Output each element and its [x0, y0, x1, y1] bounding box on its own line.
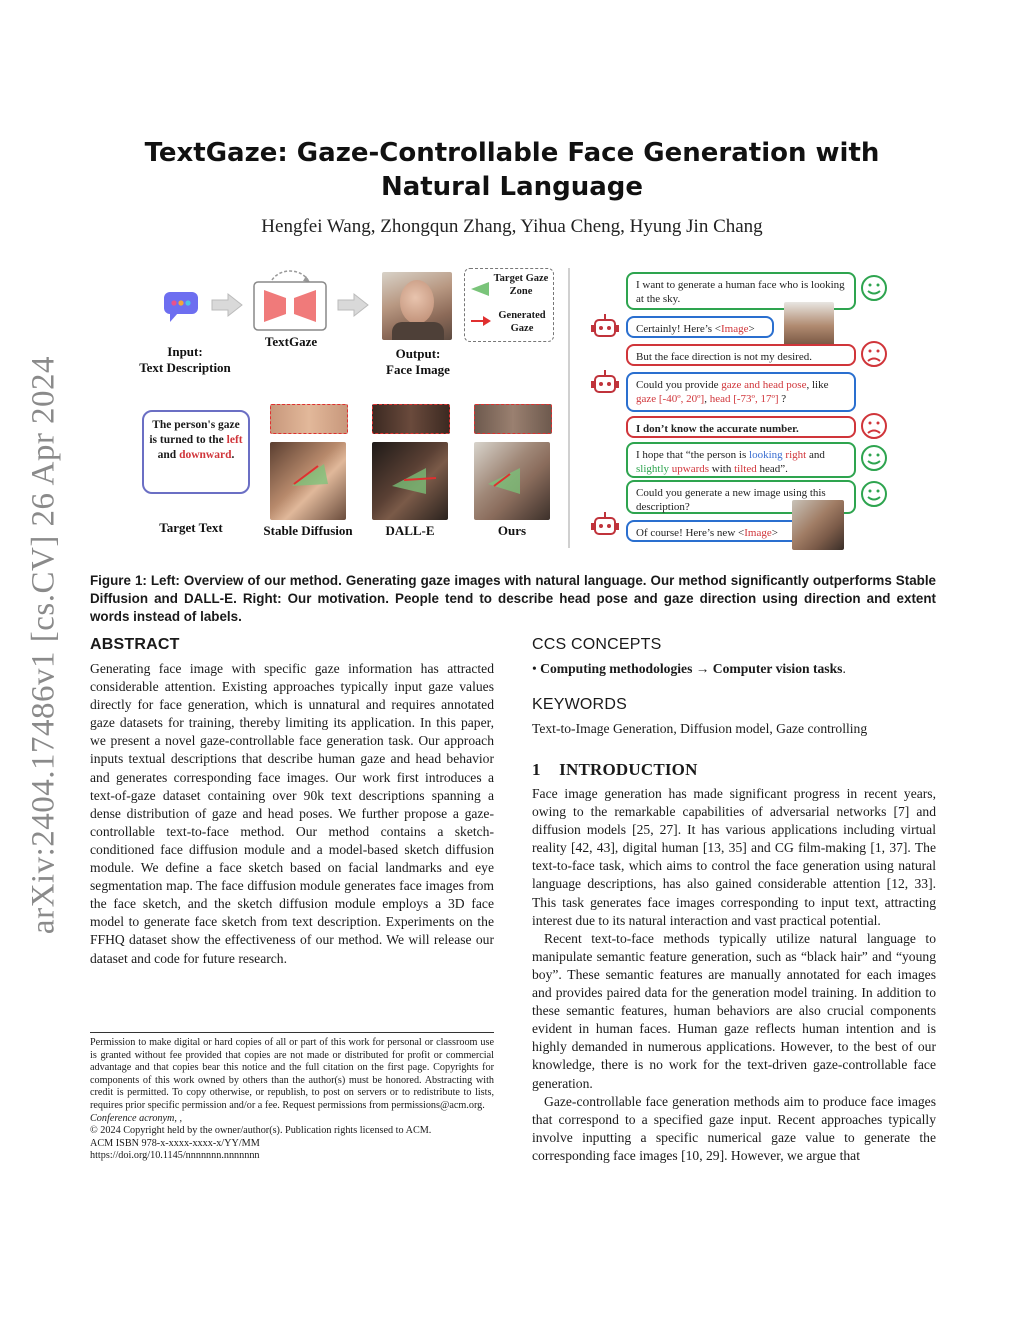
chat-m2-a: Certainly! Here’s <: [636, 323, 722, 335]
chat-m4-f: ?: [778, 393, 787, 405]
ccs-bullet: •: [532, 661, 537, 676]
col-sd-label: Stable Diffusion: [263, 523, 353, 538]
target-text-down: downward: [179, 449, 232, 461]
target-text-end: .: [231, 449, 235, 461]
ccs-item-a: Computing methodologies: [540, 661, 693, 676]
input-label: [130, 344, 240, 376]
intro-p3: Gaze-controllable face generation methods aim to produce face images that correspond to a specified gaze input. Recent approaches typically involve inputting a specific numerical gaze value to generate the corresponding face images [10, 29]. However, we argue that: [532, 1093, 936, 1163]
abstract-body: [90, 660, 494, 968]
chat-m8-a: Of course! Here’s new <: [636, 527, 745, 539]
chat-face-image-1: [784, 302, 834, 350]
legend-box: [464, 268, 554, 342]
chat-bot-msg-2: [626, 316, 774, 338]
arrow-right-icon: [210, 292, 244, 318]
abstract-text: Generating face image with specific gaze information has attracted considerable attention. Existing approaches typically input gaze values directly for face generation, which is unnatural and requires annotated gaze datasets for training, thereby limiting its application. In this paper, we present a novel gaze-controllable face generation task. Our approach inputs textual descriptions that describe human gaze and head behavior and generates corresponding face images. Our work first introduces a text-of-gaze dataset containing over 90k text descriptions spanning a dense distribution of gaze and head poses. We further propose a gaze-controllable text-to-face method. Our method contains a sketch-conditioned face diffusion module and a model-based sketch diffusion module. We define a face sketch based on facial landmarks and eye segmentation map. The face diffusion module generates face images from the face sketch, and the sketch diffusion module employs a 3D face model to generate face sketch from text description. Experiments on the FFHQ dataset show the effectiveness of our method. We will release our dataset and code for future research.: [90, 661, 494, 966]
chat-m6-upwards: upwards: [671, 463, 710, 475]
footnote-doi[interactable]: https://doi.org/10.1145/nnnnnnn.nnnnnnn: [90, 1150, 260, 1162]
smile-icon: [860, 480, 888, 508]
input-label-line2: Text Description: [139, 360, 231, 375]
chat-m8-img: Image: [744, 527, 772, 539]
generated-gaze-icon: [469, 315, 493, 327]
chat-user-msg-5: I don’t know the accurate number.: [626, 416, 856, 438]
robot-icon: [590, 508, 620, 542]
dalle-eye-crop: [372, 404, 450, 434]
intro-title: INTRODUCTION: [559, 760, 698, 779]
intro-body: [532, 785, 936, 1165]
chat-m6-looking: looking: [749, 449, 783, 461]
figure-divider: [568, 268, 570, 548]
chat-m4-b: , like: [806, 379, 829, 391]
target-zone-icon: [469, 281, 491, 297]
smile-icon: [860, 444, 888, 472]
arrow-right-icon: [336, 292, 370, 318]
arxiv-sidebar: [20, 335, 68, 955]
intro-number: 1: [532, 760, 541, 779]
ccs-heading: CCS CONCEPTS: [532, 636, 662, 653]
chat-m6-right: right: [785, 449, 807, 461]
chat-m6-d: head”.: [756, 463, 788, 475]
chat-user-msg-1: I want to generate a human face who is looking at the sky.: [626, 272, 856, 310]
robot-icon: [590, 366, 620, 400]
intro-heading: [532, 760, 698, 780]
chat-m2-img: Image: [721, 323, 749, 335]
col-target-label: Target Text: [159, 520, 223, 535]
ours-eye-crop: [474, 404, 552, 434]
ours-gaze-overlay: [482, 458, 532, 498]
output-face-image: [382, 272, 452, 340]
target-text-prefix: The person's gaze is turned to the: [149, 419, 240, 446]
target-text-bubble: [142, 410, 250, 494]
paper-authors: Hengfei Wang, Zhongqun Zhang, Yihua Cheng, Hyung Jin Chang: [261, 216, 763, 237]
figure-caption: Figure 1: Left: Overview of our method. Generating gaze images with natural language. Our method significantly outperforms Stable Diffusion and DALL-E. Right: Our motivation. People tend to describe head pose and gaze direction using direction and extent words instead of labels.: [90, 573, 936, 624]
chat-m4-c: gaze [-40º, 20º]: [636, 393, 705, 405]
smile-icon: [860, 274, 888, 302]
ccs-period: .: [842, 661, 846, 676]
output-label: [376, 346, 460, 378]
chat-face-image-2: [792, 500, 844, 550]
chat-m6-b: and: [806, 449, 825, 461]
chat-user-msg-6: [626, 442, 856, 478]
intro-p2: Recent text-to-face methods typically utilize natural language to manipulate semantic feature generation, such as “black hair” and “young boy”. These semantic features are manually annotated for each images and provides paired data for the generation model training. In addition to these semantic features, human behaviors are also crucial components evident in human faces. Human gaze reflects human intention and is highly demanded in numerous applications. However, to the best of our knowledge, there is no work for the text-driven gaze-controllable face generation.: [532, 930, 936, 1091]
keywords-text: Text-to-Image Generation, Diffusion model, Gaze controlling: [532, 721, 868, 736]
chat-m4-d: ,: [704, 393, 710, 405]
output-label-line1: Output:: [395, 346, 441, 361]
chat-m6-tilted: tilted: [734, 463, 757, 475]
footnote-conference: Conference acronym, ,: [90, 1112, 183, 1124]
legend-target: Target Gaze Zone: [493, 273, 549, 297]
dalle-face-image: [372, 442, 448, 520]
chat-icon: [162, 290, 200, 324]
col-ours-label: Ours: [497, 523, 527, 538]
legend-generated: Generated Gaze: [498, 310, 546, 334]
chat-m2-b: >: [748, 323, 755, 335]
keywords-heading: KEYWORDS: [532, 696, 627, 713]
chat-m6-c: with: [709, 463, 735, 475]
col-dalle-label: DALL-E: [385, 523, 435, 538]
target-text-left: left: [226, 434, 243, 446]
sd-face-image: [270, 442, 346, 520]
target-text-and: and: [157, 449, 177, 461]
chat-bot-msg-8: [626, 520, 802, 542]
footnote-permission: Permission to make digital or hard copies of all or part of this work for personal or classroom use is granted without fee provided that copies are not made or distributed for profit or commercial advantage and that copies bear this notice and the full citation on the first page. Copyrights for components of this work owned by others than the author(s) must be honored. Abstracting with credit is permitted. To copy otherwise, or republish, to post on servers or to redistribute to lists, requires prior specific permission and/or a fee. Request permissions from permissions@acm.org.: [90, 1037, 494, 1111]
robot-icon: [590, 310, 620, 344]
ccs-body: [532, 660, 936, 678]
chat-m8-b: >: [771, 527, 778, 539]
frown-icon: [860, 412, 888, 440]
frown-icon: [860, 340, 888, 368]
figure-1: [90, 262, 936, 554]
footnote-copyright: © 2024 Copyright held by the owner/author(s). Publication rights licensed to ACM.: [90, 1125, 432, 1137]
chat-m6-slightly: slightly: [636, 463, 670, 475]
chat-user-msg-7: Could you generate a new image using this description?: [626, 480, 856, 514]
footnote: [90, 1032, 494, 1163]
footnote-isbn: ACM ISBN 978-x-xxxx-xxxx-x/YY/MM: [90, 1137, 260, 1149]
paper-title: TextGaze: Gaze-Controllable Face Generation with Natural Language: [144, 138, 880, 202]
output-label-line2: Face Image: [386, 362, 450, 377]
textgaze-model-icon: [250, 266, 330, 332]
sd-eye-crop: [270, 404, 348, 434]
input-label-line1: Input:: [167, 344, 203, 359]
ours-face-image: [474, 442, 550, 520]
chat-m4-e: head [-73º, 17º]: [709, 393, 779, 405]
chat-user-msg-3: But the face direction is not my desired.: [626, 344, 856, 366]
intro-p1: Face image generation has made significant progress in recent years, owing to the remarkable capabilities of adversarial networks [7] and diffusion models [25, 27]. It has various applications including virtual reality [42, 43], digital human [13, 35] and CG film-making [1, 37]. The text-to-face task, which aims to control the face generation using natural language descriptions, has also gained considerable attention [12, 33]. This task generates face images corresponding to input text, attracting interest due to its natural interaction and vast practical potential.: [532, 786, 936, 928]
chat-m4-a: Could you provide: [636, 379, 722, 391]
ccs-item-b: Computer vision tasks: [712, 661, 843, 676]
chat-m4-gaze: gaze and head pose: [721, 379, 807, 391]
ccs-arrow: →: [695, 661, 710, 676]
chat-m6-a: I hope that “the person is: [636, 449, 750, 461]
model-label: TextGaze: [264, 334, 318, 349]
chat-bot-msg-4: [626, 372, 856, 412]
dalle-gaze-overlay: [386, 460, 442, 496]
abstract-heading: ABSTRACT: [90, 636, 180, 653]
sd-gaze-overlay: [284, 456, 334, 496]
arxiv-id: arXiv:2404.17486v1 [cs.CV] 26 Apr 2024: [25, 355, 62, 935]
